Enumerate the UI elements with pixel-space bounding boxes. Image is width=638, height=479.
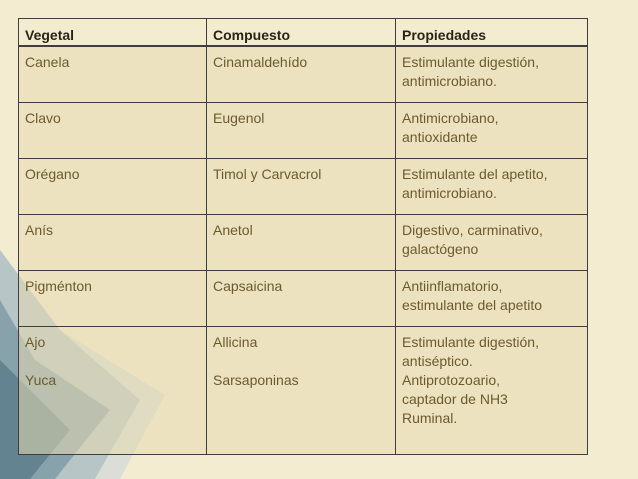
compuesto-text: Allicina [213, 333, 258, 350]
cell-compuesto: Cinamaldehído [207, 46, 396, 102]
propiedades-text: Estimulante digestión, antiséptico. Antiprotozoario, captador de NH3 Ruminal. [402, 333, 539, 426]
vegetal-text: Ajo [25, 333, 46, 350]
cell-vegetal [19, 326, 207, 454]
cell-propiedades [396, 214, 588, 270]
propiedades-text: Estimulante del apetito, antimicrobiano. [402, 165, 548, 201]
propiedades-text: Digestivo, carminativo, galactógeno [402, 221, 543, 257]
table-row [19, 102, 588, 158]
cell-vegetal: Orégano [19, 158, 207, 214]
cell-propiedades [396, 270, 588, 326]
cell-compuesto [207, 326, 396, 454]
cell-compuesto: Timol y Carvacrol [207, 158, 396, 214]
table-row [19, 46, 588, 102]
cell-compuesto: Anetol [207, 214, 396, 270]
header-propiedades: Propiedades [396, 19, 588, 47]
table-row [19, 270, 588, 326]
cell-propiedades [396, 46, 588, 102]
cell-compuesto: Capsaicina [207, 270, 396, 326]
table-header-row [19, 19, 588, 47]
cell-vegetal: Pigménton [19, 270, 207, 326]
propiedades-text: Antimicrobiano, antioxidante [402, 109, 499, 145]
cell-propiedades [396, 158, 588, 214]
propiedades-text: Estimulante digestión, antimicrobiano. [402, 54, 539, 89]
cell-vegetal: Clavo [19, 102, 207, 158]
compuesto-text-2: Sarsaponinas [213, 371, 299, 388]
table-row [19, 158, 588, 214]
propiedades-text: Antiinflamatorio, estimulante del apetito [402, 277, 543, 313]
header-vegetal: Vegetal [19, 19, 207, 47]
table-row [19, 326, 588, 454]
vegetal-text-2: Yuca [25, 371, 57, 388]
cell-propiedades [396, 102, 588, 158]
table-row [19, 214, 588, 270]
header-compuesto: Compuesto [207, 19, 396, 47]
cell-vegetal: Canela [19, 46, 207, 102]
cell-compuesto: Eugenol [207, 102, 396, 158]
cell-vegetal: Anís [19, 214, 207, 270]
cell-propiedades [396, 326, 588, 454]
compounds-table [18, 18, 588, 455]
